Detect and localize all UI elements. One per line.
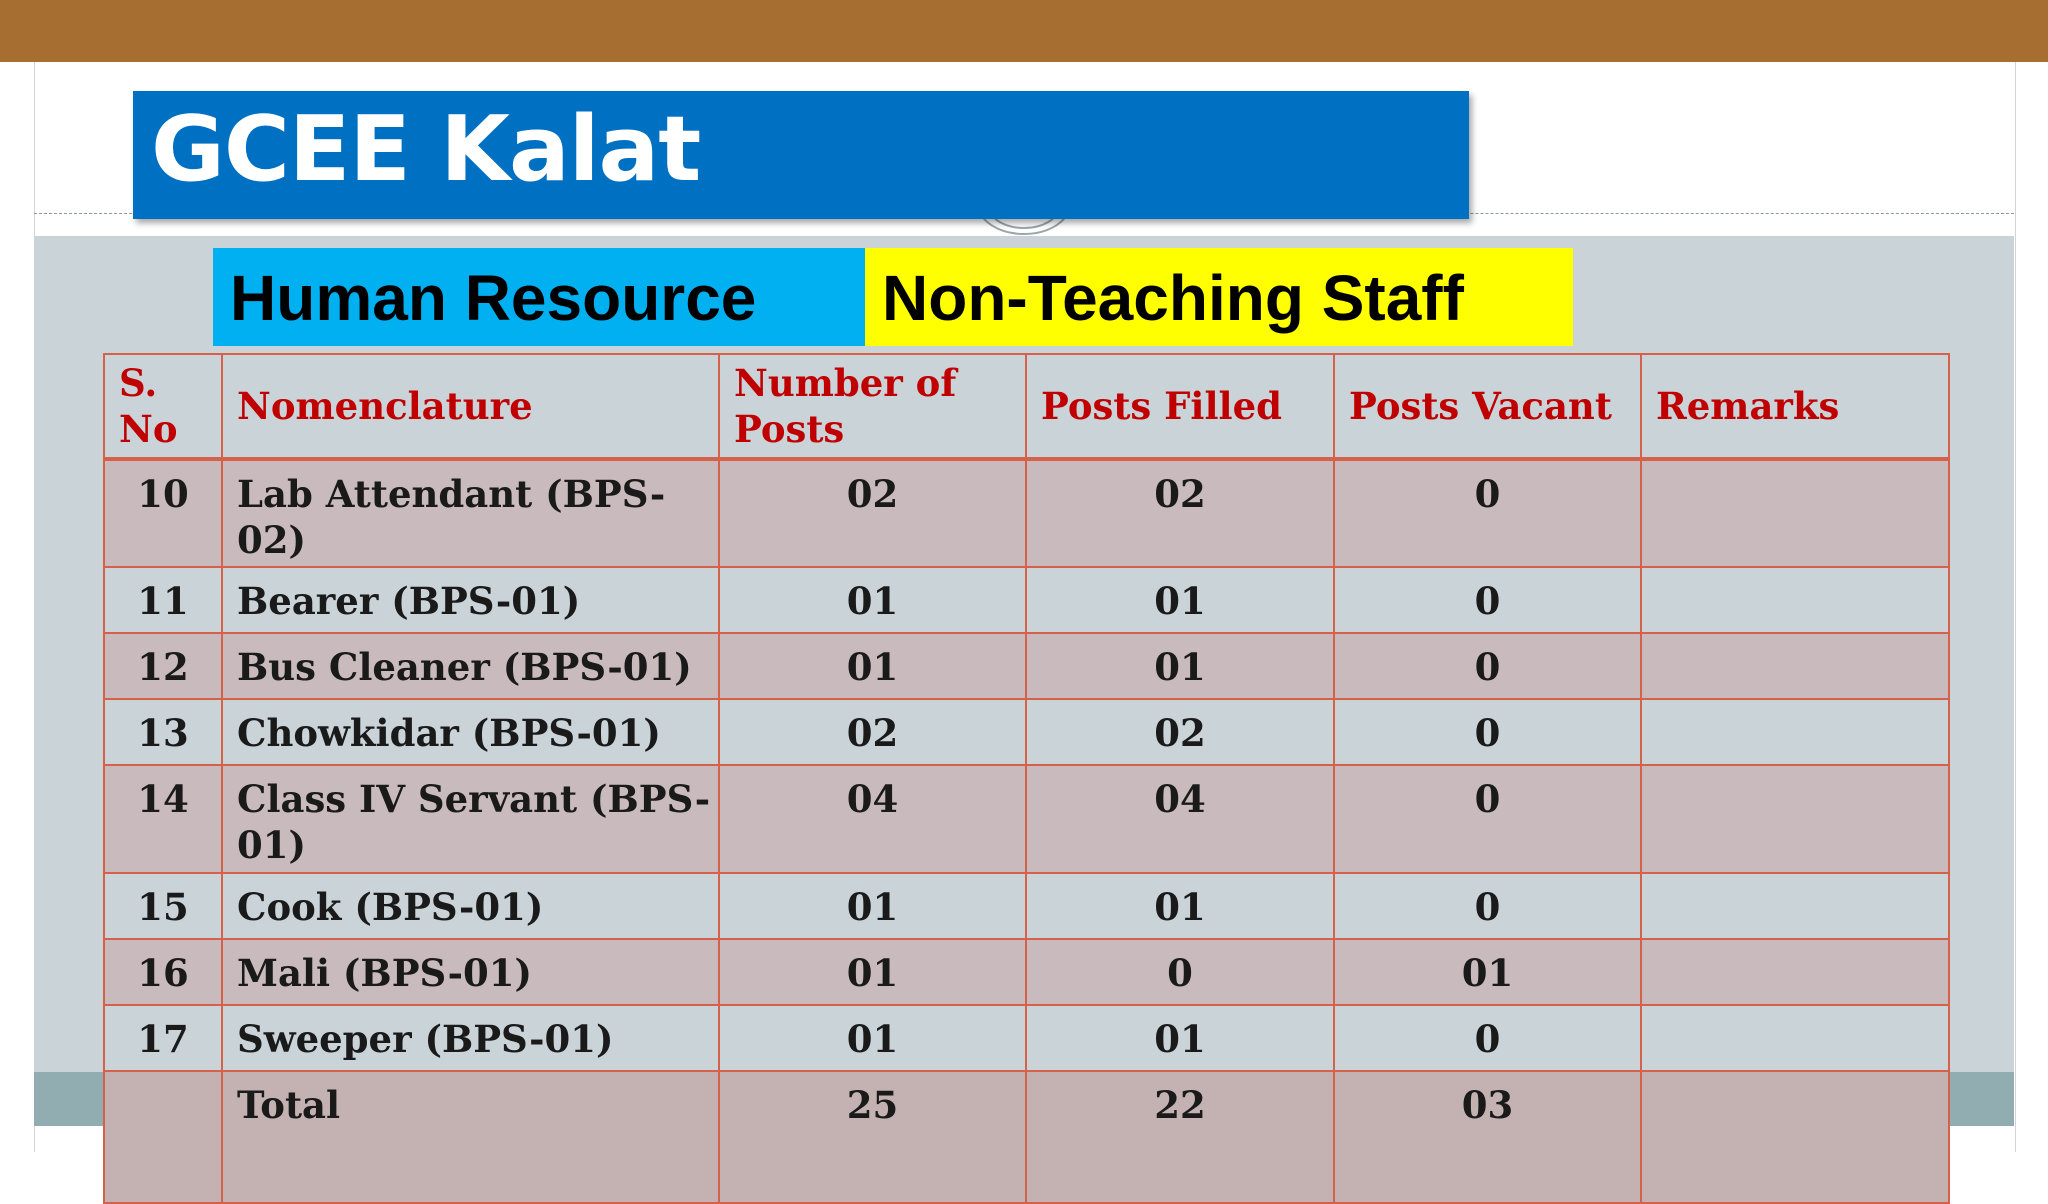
- cell-filled: 01: [1026, 567, 1334, 633]
- cell-filled: 01: [1026, 873, 1334, 939]
- cell-remarks: [1641, 459, 1949, 567]
- cell-posts: 01: [719, 939, 1026, 1005]
- cell-sno: 10: [104, 459, 222, 567]
- header-number-of-posts: Number of Posts: [719, 354, 1026, 459]
- cell-vacant: 0: [1334, 567, 1641, 633]
- cell-remarks: [1641, 1005, 1949, 1071]
- cell-vacant: 0: [1334, 765, 1641, 873]
- cell-remarks: [1641, 873, 1949, 939]
- table-total-row: [104, 1071, 1949, 1203]
- slide-title: GCEE Kalat: [151, 97, 701, 202]
- cell-posts: 01: [719, 633, 1026, 699]
- cell-posts: 01: [719, 873, 1026, 939]
- cell-sno: 16: [104, 939, 222, 1005]
- header-sno: S. No: [104, 354, 222, 459]
- cell-posts: 02: [719, 699, 1026, 765]
- cell-total-remarks: [1641, 1071, 1949, 1203]
- cell-total-posts: 25: [719, 1071, 1026, 1203]
- table-row: [104, 633, 1949, 699]
- cell-nomenclature: Cook (BPS-01): [222, 873, 719, 939]
- cell-nomenclature: Bus Cleaner (BPS-01): [222, 633, 719, 699]
- cell-total-sno: [104, 1071, 222, 1203]
- table-row: [104, 567, 1949, 633]
- cell-vacant: 01: [1334, 939, 1641, 1005]
- cell-vacant: 0: [1334, 633, 1641, 699]
- cell-remarks: [1641, 939, 1949, 1005]
- cell-nomenclature: Class IV Servant (BPS-01): [222, 765, 719, 873]
- staff-table: [103, 353, 1950, 1204]
- cell-remarks: [1641, 567, 1949, 633]
- cell-filled: 04: [1026, 765, 1334, 873]
- table-row: [104, 765, 1949, 873]
- table-row: [104, 699, 1949, 765]
- cell-sno: 12: [104, 633, 222, 699]
- cell-vacant: 0: [1334, 699, 1641, 765]
- cell-vacant: 0: [1334, 459, 1641, 567]
- header-remarks: Remarks: [1641, 354, 1949, 459]
- cell-total-label: Total: [222, 1071, 719, 1203]
- cell-nomenclature: Bearer (BPS-01): [222, 567, 719, 633]
- cell-posts: 04: [719, 765, 1026, 873]
- cell-posts: 01: [719, 567, 1026, 633]
- cell-nomenclature: Sweeper (BPS-01): [222, 1005, 719, 1071]
- cell-nomenclature: Lab Attendant (BPS-02): [222, 459, 719, 567]
- cell-filled: 01: [1026, 633, 1334, 699]
- cell-vacant: 0: [1334, 1005, 1641, 1071]
- cell-sno: 15: [104, 873, 222, 939]
- table-row: [104, 939, 1949, 1005]
- cell-filled: 01: [1026, 1005, 1334, 1071]
- cell-vacant: 0: [1334, 873, 1641, 939]
- cell-nomenclature: Chowkidar (BPS-01): [222, 699, 719, 765]
- subtitle-left-text: Human Resource: [230, 262, 757, 334]
- header-nomenclature: Nomenclature: [222, 354, 719, 459]
- cell-sno: 14: [104, 765, 222, 873]
- table-row: [104, 873, 1949, 939]
- cell-filled: 0: [1026, 939, 1334, 1005]
- cell-nomenclature: Mali (BPS-01): [222, 939, 719, 1005]
- header-posts-vacant: Posts Vacant: [1334, 354, 1641, 459]
- cell-remarks: [1641, 765, 1949, 873]
- cell-sno: 17: [104, 1005, 222, 1071]
- cell-posts: 02: [719, 459, 1026, 567]
- cell-remarks: [1641, 699, 1949, 765]
- table-row: [104, 1005, 1949, 1071]
- header-posts-filled: Posts Filled: [1026, 354, 1334, 459]
- subtitle-non-teaching-staff: [865, 248, 1573, 346]
- title-banner: [133, 91, 1469, 219]
- cell-posts: 01: [719, 1005, 1026, 1071]
- table-header-row: [104, 354, 1949, 459]
- top-accent-bar: [0, 0, 2048, 62]
- cell-filled: 02: [1026, 699, 1334, 765]
- subtitle-human-resource: [213, 248, 865, 346]
- cell-sno: 13: [104, 699, 222, 765]
- cell-filled: 02: [1026, 459, 1334, 567]
- cell-remarks: [1641, 633, 1949, 699]
- cell-sno: 11: [104, 567, 222, 633]
- subtitle-right-text: Non-Teaching Staff: [882, 262, 1464, 334]
- cell-total-vacant: 03: [1334, 1071, 1641, 1203]
- cell-total-filled: 22: [1026, 1071, 1334, 1203]
- table-row: [104, 459, 1949, 567]
